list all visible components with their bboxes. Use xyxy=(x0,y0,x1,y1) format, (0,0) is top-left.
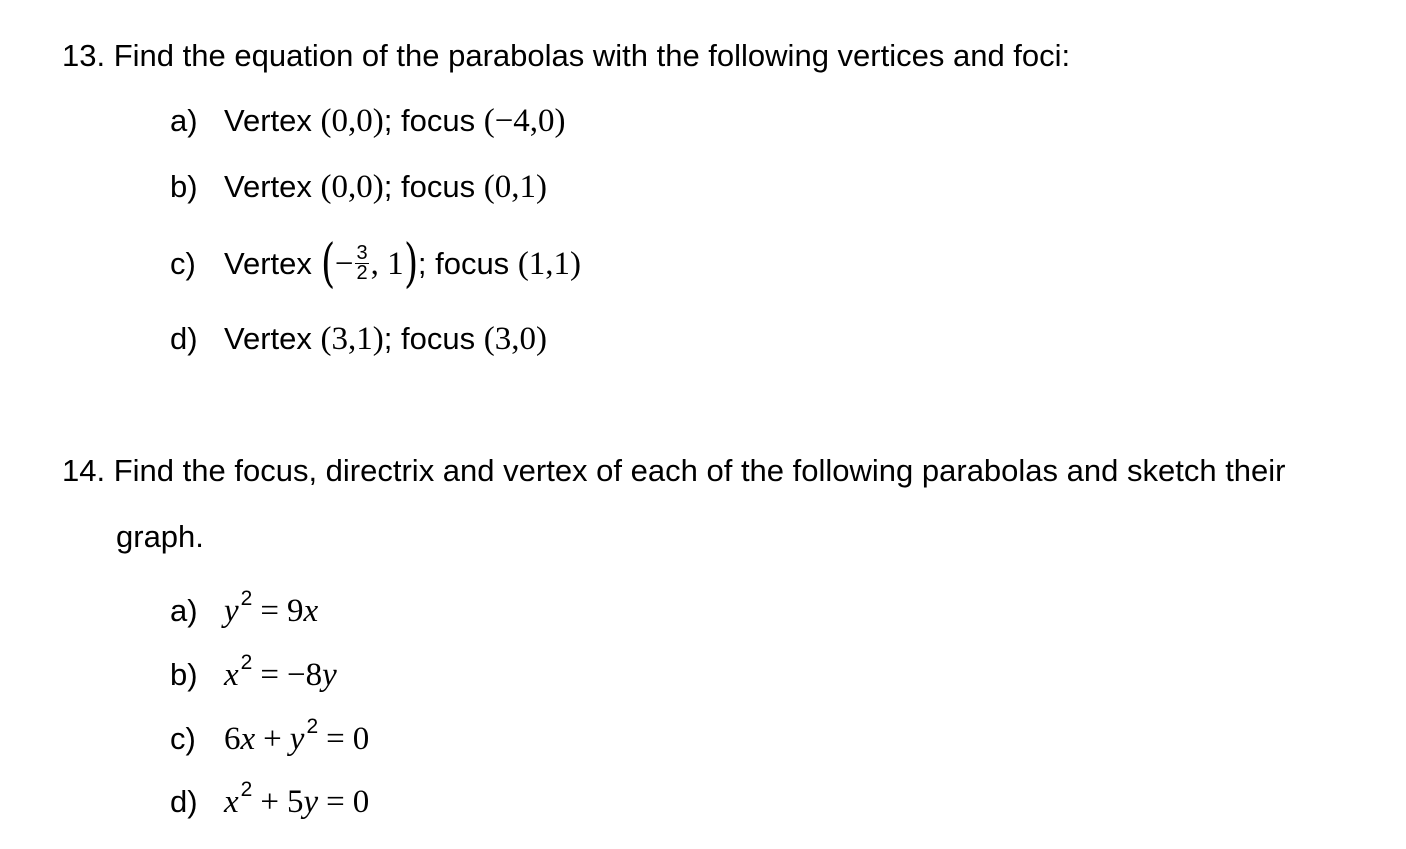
item-label: b) xyxy=(170,169,198,204)
item-label: d) xyxy=(170,784,198,819)
q13-item-d xyxy=(170,319,547,359)
q14-item-b xyxy=(170,647,337,695)
question-14-number: 14. xyxy=(62,453,106,488)
open-paren: ( xyxy=(320,234,335,294)
equation-term: x xyxy=(224,657,239,693)
equation-term: y xyxy=(322,657,337,693)
close-paren: ) xyxy=(403,234,418,294)
equation-term: x xyxy=(240,721,256,757)
vertex-coords xyxy=(320,234,418,294)
question-14-prompt: Find the focus, directrix and vertex of each of the following parabolas and sketch their xyxy=(113,453,1286,488)
q13-item-b xyxy=(170,167,547,207)
equation-term: y xyxy=(289,721,305,757)
focus-word: ; focus xyxy=(383,321,476,356)
focus-word: ; focus xyxy=(417,246,510,281)
q14-item-a xyxy=(170,583,318,631)
equation-term: 0 xyxy=(352,721,370,757)
item-label: a) xyxy=(170,593,198,628)
q13-item-a xyxy=(170,101,566,141)
item-label: a) xyxy=(170,103,198,138)
equals-sign: = xyxy=(326,784,345,820)
equation xyxy=(224,715,370,757)
q13-item-c xyxy=(170,234,582,294)
equation-exponent: 2 xyxy=(306,715,319,738)
focus-word: ; focus xyxy=(383,169,476,204)
vertex-coords: (3,1) xyxy=(320,321,384,357)
item-label: d) xyxy=(170,321,198,356)
equation-term: −8 xyxy=(286,657,323,693)
fraction-denominator: 2 xyxy=(356,261,368,284)
vertex-word: Vertex xyxy=(224,321,312,356)
minus-sign: − xyxy=(334,246,354,282)
q14-item-c xyxy=(170,711,369,759)
vertex-coords: (0,0) xyxy=(320,169,384,205)
focus-coords: (1,1) xyxy=(517,246,582,282)
equation-term: 0 xyxy=(352,784,370,820)
focus-coords: (3,0) xyxy=(483,321,547,357)
vertex-coords: (0,0) xyxy=(320,103,384,139)
plus-sign: + xyxy=(260,784,279,820)
equation-term: 5 xyxy=(286,784,304,820)
equation-term: y xyxy=(224,593,239,629)
equation xyxy=(224,587,319,629)
question-14-prompt-continued: graph. xyxy=(116,519,204,554)
focus-word: ; focus xyxy=(383,103,476,138)
q14-item-d xyxy=(170,774,369,822)
fraction xyxy=(355,241,368,284)
equation-term: y xyxy=(303,784,319,820)
equation-term: 6 xyxy=(224,721,241,757)
focus-coords: (0,1) xyxy=(483,169,547,205)
equation xyxy=(224,651,337,693)
equation-term: 9 xyxy=(286,593,304,629)
equation-exponent: 2 xyxy=(240,651,253,674)
focus-coords: (−4,0) xyxy=(483,103,566,139)
fraction-numerator: 3 xyxy=(356,241,368,264)
item-label: c) xyxy=(170,721,196,756)
equation-exponent: 2 xyxy=(240,587,253,610)
question-13-heading xyxy=(62,36,1070,76)
equals-sign: = xyxy=(260,593,279,629)
item-label: c) xyxy=(170,246,196,281)
question-13-prompt: Find the equation of the parabolas with the following vertices and foci: xyxy=(113,38,1071,73)
item-label: b) xyxy=(170,657,198,692)
equation-exponent: 2 xyxy=(240,778,253,801)
plus-sign: + xyxy=(263,721,282,757)
vertex-word: Vertex xyxy=(224,169,312,204)
vertex-word: Vertex xyxy=(224,246,312,281)
question-13-number: 13. xyxy=(62,38,106,73)
equals-sign: = xyxy=(260,657,279,693)
equation xyxy=(224,778,370,820)
equation-term: x xyxy=(224,784,239,820)
vertex-word: Vertex xyxy=(224,103,312,138)
equation-term: x xyxy=(303,593,319,629)
equals-sign: = xyxy=(326,721,345,757)
question-14-heading xyxy=(62,451,1286,491)
vertex-y: , 1 xyxy=(370,246,404,282)
